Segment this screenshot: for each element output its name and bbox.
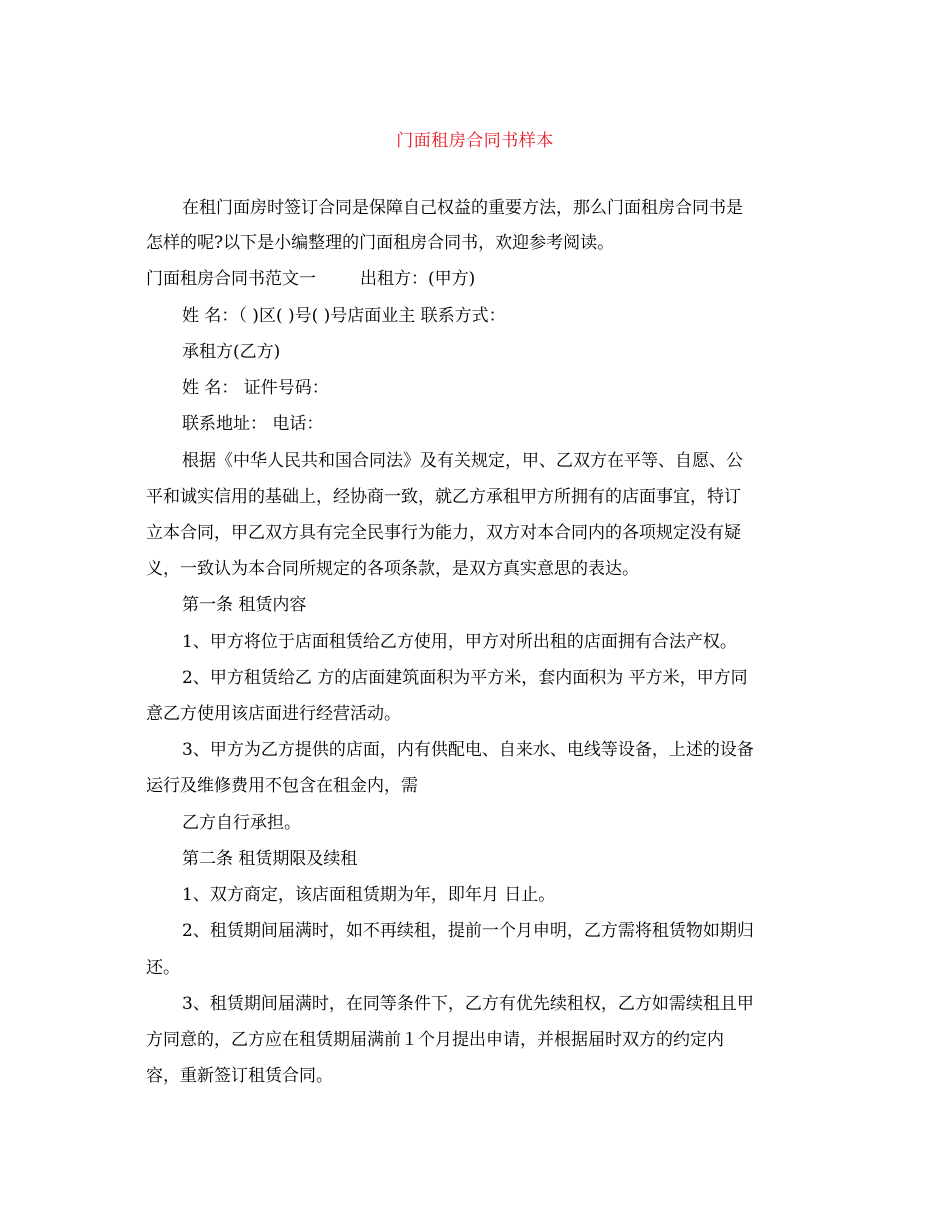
- sample-heading: 门面租房合同书范文一: [146, 269, 316, 289]
- paragraph-line: 3、租赁期间届满时，在同等条件下，乙方有优先续租权，乙方如需续租且甲: [182, 994, 754, 1014]
- paragraph-line: 平和诚实信用的基础上，经协商一致，就乙方承租甲方所拥有的店面事宜，特订: [146, 487, 741, 507]
- paragraph-line: 运行及维修费用不包含在租金内，需: [146, 776, 418, 796]
- paragraph-line: 意乙方使用该店面进行经营活动。: [146, 704, 401, 724]
- paragraph-line: 乙方自行承担。: [182, 813, 301, 833]
- paragraph-line: 承租方(乙方): [182, 342, 281, 362]
- paragraph-line: 1、甲方将位于店面租赁给乙方使用，甲方对所出租的店面拥有合法产权。: [182, 632, 737, 652]
- paragraph-line: 1、双方商定，该店面租赁期为年，即年月 日止。: [182, 885, 556, 905]
- article-heading: 第二条 租赁期限及续租: [182, 849, 358, 869]
- paragraph-line: 姓 名：（ )区( )号( )号店面业主 联系方式：: [182, 306, 506, 326]
- paragraph-line: 义，一致认为本合同所规定的各项条款，是双方真实意思的表达。: [146, 559, 639, 579]
- paragraph-line: 联系地址： 电话：: [182, 414, 324, 434]
- paragraph-line: 2、甲方租赁给乙 方的店面建筑面积为平方米，套内面积为 平方米，甲方同: [182, 668, 748, 688]
- paragraph-line: 怎样的呢?以下是小编整理的门面租房合同书，欢迎参考阅读。: [146, 233, 615, 253]
- paragraph-line: 容，重新签订租赁合同。: [146, 1066, 333, 1086]
- paragraph-line: 立本合同，甲乙双方具有完全民事行为能力，双方对本合同内的各项规定没有疑: [146, 523, 741, 543]
- paragraph-line: 3、甲方为乙方提供的店面，内有供配电、自来水、电线等设备，上述的设备: [182, 740, 754, 760]
- document-title: 门面租房合同书样本: [396, 131, 554, 151]
- paragraph-line: 方同意的，乙方应在租赁期届满前１个月提出申请，并根据届时双方的约定内: [146, 1030, 724, 1050]
- article-heading: 第一条 租赁内容: [182, 595, 307, 615]
- paragraph-line: 在租门面房时签订合同是保障自己权益的重要方法，那么门面租房合同书是: [182, 198, 743, 218]
- section-line: [146, 268, 475, 290]
- paragraph-line: 还。: [146, 958, 180, 978]
- paragraph-line: 姓 名： 证件号码：: [182, 378, 329, 398]
- paragraph-line: 根据《中华人民共和国合同法》及有关规定，甲、乙双方在平等、自愿、公: [182, 451, 743, 471]
- paragraph-line: 2、租赁期间届满时，如不再续租，提前一个月申明，乙方需将租赁物如期归: [182, 921, 754, 941]
- lessor-label: 出租方：(甲方): [360, 269, 476, 289]
